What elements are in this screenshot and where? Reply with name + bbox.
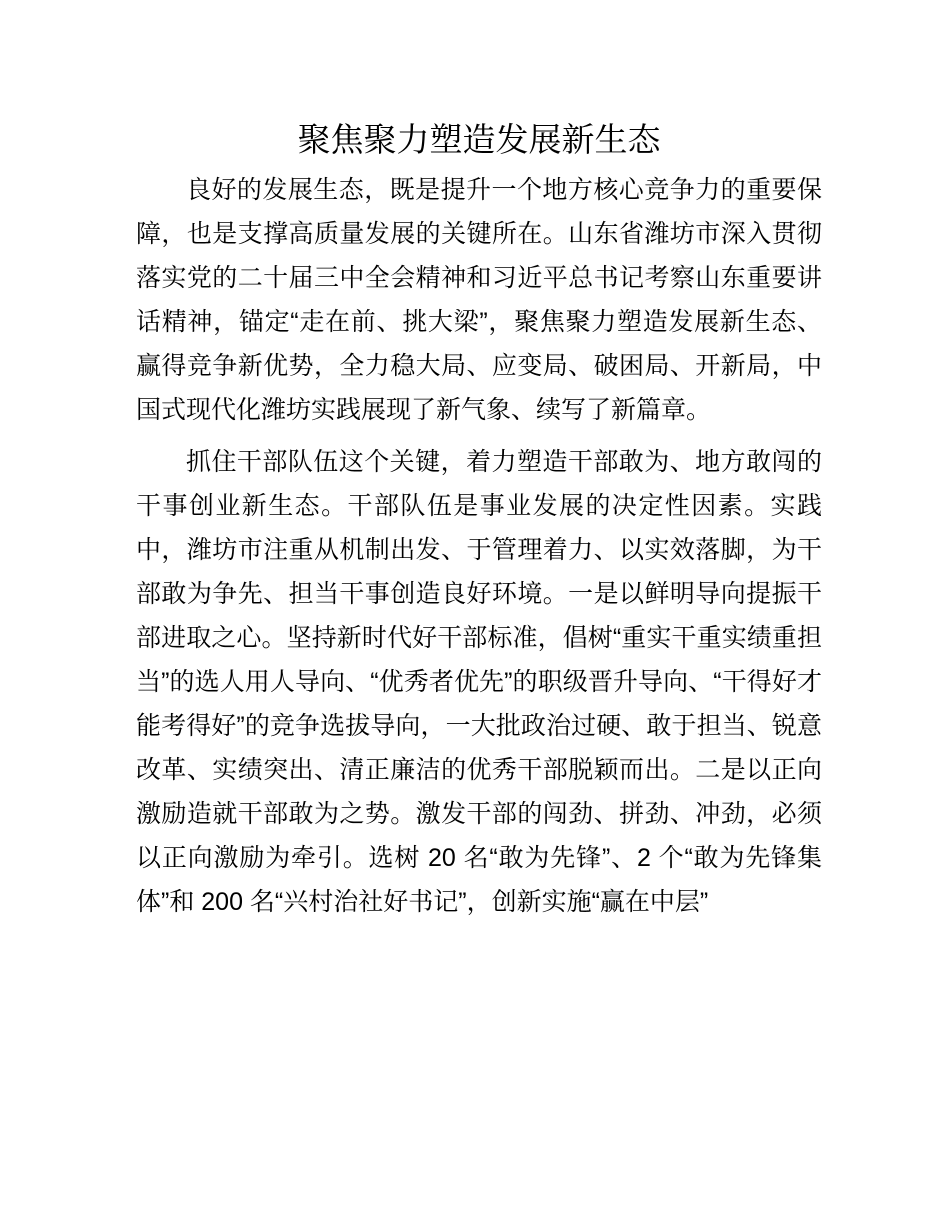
document-title: 聚焦聚力塑造发展新生态 [297, 121, 661, 158]
paragraph-1: 良好的发展生态，既是提升一个地方核心竞争力的重要保障，也是支撑高质量发展的关键所在。山东省潍坊市深入贯彻落实党的二十届三中全会精神和习近平总书记考察山东重要讲话精神，锚定“走在前、挑大梁”，聚焦聚力塑造发展新生态、赢得竞争新优势，全力稳大局、应变局、破困局、开新局，中国式现代化潍坊实践展现了新气象、续写了新篇章。 [136, 176, 822, 424]
document-body [136, 168, 822, 924]
paragraph-2: 抓住干部队伍这个关键，着力塑造干部敢为、地方敢闯的干事创业新生态。干部队伍是事业发展的决定性因素。实践中，潍坊市注重从机制出发、于管理着力、以实效落脚，为干部敢为争先、担当干事创造良好环境。一是以鲜明导向提振干部进取之心。坚持新时代好干部标准，倡树“重实干重实绩重担当”的选人用人导向、“优秀者优先”的职级晋升导向、“干得好才能考得好”的竞争选拔导向，一大批政治过硬、敢于担当、锐意改革、实绩突出、清正廉洁的优秀干部脱颖而出。二是以正向激励造就干部敢为之势。激发干部的闯劲、拼劲、冲劲，必须以正向激励为牵引。选树 20 名“敢为先锋”、2 个“敢为先锋集体”和 200 名“兴村治社好书记”，创新实施“赢在中层” [136, 448, 822, 916]
